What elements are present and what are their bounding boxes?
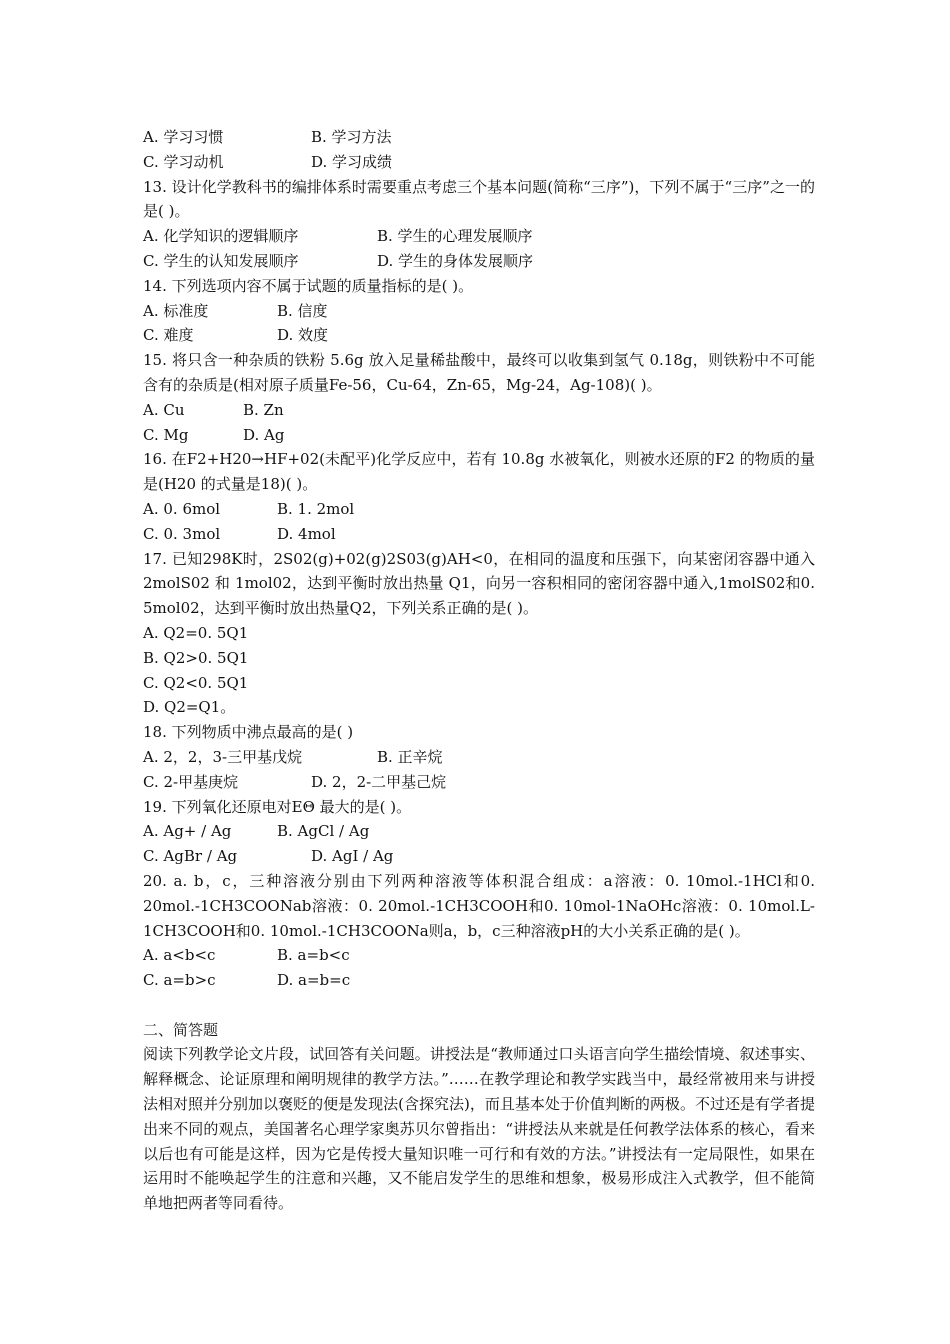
q15-option-b: B. Zn <box>243 400 284 419</box>
q18-option-c: C. 2-甲基庚烷 <box>143 772 239 791</box>
q14-option-c: C. 难度 <box>143 326 194 345</box>
q13-options-row-2 <box>143 249 815 274</box>
q17-stem: 17. 已知298K时，2S02(g)+02(g)2S03(g)AH<0，在相同的温度和压强下，向某密闭容器中通入 2molS02 和 1mol02，达到平衡时放出热量 Q1，向另一容积相同的密闭容器中通入,1molS02和0. 5mol02，达到平衡时放出热量Q2，下列关系正确的是( )。 <box>143 549 815 618</box>
q13-option-d: D. 学生的身体发展顺序 <box>377 251 534 270</box>
q14-option-b: B. 信度 <box>277 301 328 320</box>
q12-options-row-2 <box>143 150 815 175</box>
q18-options-row-1 <box>143 745 815 770</box>
q19-option-b: B. AgCl / Ag <box>277 822 370 841</box>
q12-option-c: C. 学习动机 <box>143 152 224 171</box>
q18-options-row-2 <box>143 770 815 795</box>
q20-option-b: B. a=b<c <box>277 946 350 965</box>
q12-option-a: A. 学习习惯 <box>143 128 224 146</box>
q14-options-row-2 <box>143 323 815 348</box>
q18-option-d: D. 2，2-二甲基己烷 <box>311 772 447 791</box>
q15-options-row-2 <box>143 423 815 448</box>
q20-options-row-1 <box>143 943 815 968</box>
q15-options-row-1 <box>143 398 815 423</box>
section-2-title: 二、简答题 <box>143 1020 219 1039</box>
q13-option-b: B. 学生的心理发展顺序 <box>377 227 533 246</box>
q13-stem: 13. 设计化学教科书的编排体系时需要重点考虑三个基本问题(简称“三序”)，下列不属于“三序”之一的是( )。 <box>143 177 815 221</box>
q12-options-row-1 <box>143 125 815 150</box>
section-2-paragraph: 阅读下列教学论文片段，试回答有关问题。讲授法是“教师通过口头语言向学生描绘情境、叙述事实、解释概念、论证原理和阐明规律的教学方法。”……在教学理论和教学实践当中，最经常被用来与讲授法相对照并分别加以褒贬的便是发现法(含探究法)，而且基本处于价值判断的两极。不过还是有学者提出来不同的观点，美国著名心理学家奥苏贝尔曾指出：“讲授法从来就是任何教学法体系的核心，看来以后也有可能是这样，因为它是传授大量知识唯一可行和有效的方法。”讲授法有一定局限性，如果在运用时不能唤起学生的注意和兴趣，又不能启发学生的思维和想象，极易形成注入式教学，但不能简单地把两者等同看待。 <box>143 1045 815 1213</box>
q13-option-c: C. 学生的认知发展顺序 <box>143 251 299 270</box>
q18-option-a: A. 2，2，3-三甲基戊烷 <box>143 747 303 766</box>
q17-option-a: A. Q2=0. 5Q1 <box>143 623 249 642</box>
section-spacer <box>143 993 815 1018</box>
q16-options-row-1 <box>143 497 815 522</box>
q20-option-d: D. a=b=c <box>277 971 351 990</box>
q18-stem: 18. 下列物质中沸点最高的是( ) <box>143 723 354 742</box>
q19-options-row-2 <box>143 844 815 869</box>
q16-options-row-2 <box>143 522 815 547</box>
q13-options-row-1 <box>143 224 815 249</box>
q16-option-d: D. 4mol <box>277 524 336 543</box>
q16-option-a: A. 0. 6mol <box>143 499 221 518</box>
q20-stem: 20. a. b，c，三种溶液分别由下列两种溶液等体积混合组成：a溶液：0. 10mol.-1HCl和0. 20mol.-1CH3COONab溶液：0. 20mol.-1CH3COOH和0. 10mol-1NaOHc溶液：0. 10mol.L-1CH3COOH和0. 10mol.-1CH3COONa则a，b，c三种溶液pH的大小关系正确的是( )。 <box>143 871 815 940</box>
q13-option-a: A. 化学知识的逻辑顺序 <box>143 227 299 246</box>
q19-options-row-1 <box>143 819 815 844</box>
q12-option-b: B. 学习方法 <box>311 128 392 146</box>
q19-option-a: A. Ag+ / Ag <box>143 822 232 841</box>
q14-stem: 14. 下列选项内容不属于试题的质量指标的是( )。 <box>143 276 474 295</box>
q14-options-row-1 <box>143 299 815 324</box>
q20-option-c: C. a=b>c <box>143 971 216 990</box>
q15-option-d: D. Ag <box>243 425 285 444</box>
q15-stem: 15. 将只含一种杂质的铁粉 5.6g 放入足量稀盐酸中，最终可以收集到氢气 0.18g，则铁粉中不可能含有的杂质是(相对原子质量Fe-56，Cu-64，Zn-65，Mg-24，Ag-108)( )。 <box>143 351 815 394</box>
q14-option-d: D. 效度 <box>277 326 329 345</box>
q17-option-b: B. Q2>0. 5Q1 <box>143 648 249 667</box>
q19-option-c: C. AgBr / Ag <box>143 847 238 866</box>
q12-option-d: D. 学习成绩 <box>311 152 393 171</box>
q19-stem: 19. 下列氧化还原电对EΘ 最大的是( )。 <box>143 797 412 816</box>
q16-stem: 16. 在F2+H20→HF+02(未配平)化学反应中，若有 10.8g 水被氧化，则被水还原的F2 的物质的量是(H20 的式量是18)( )。 <box>143 450 815 494</box>
q14-option-a: A. 标准度 <box>143 301 209 320</box>
q19-option-d: D. AgI / Ag <box>311 847 394 866</box>
q15-option-c: C. Mg <box>143 425 189 444</box>
document-page <box>143 125 815 1216</box>
q16-option-b: B. 1. 2mol <box>277 499 355 518</box>
q18-option-b: B. 正辛烷 <box>377 747 443 766</box>
q17-option-d: D. Q2=Q1。 <box>143 698 236 717</box>
q20-options-row-2 <box>143 968 815 993</box>
q16-option-c: C. 0. 3mol <box>143 524 221 543</box>
q15-option-a: A. Cu <box>143 400 185 419</box>
q20-option-a: A. a<b<c <box>143 946 216 965</box>
q17-option-c: C. Q2<0. 5Q1 <box>143 673 249 692</box>
